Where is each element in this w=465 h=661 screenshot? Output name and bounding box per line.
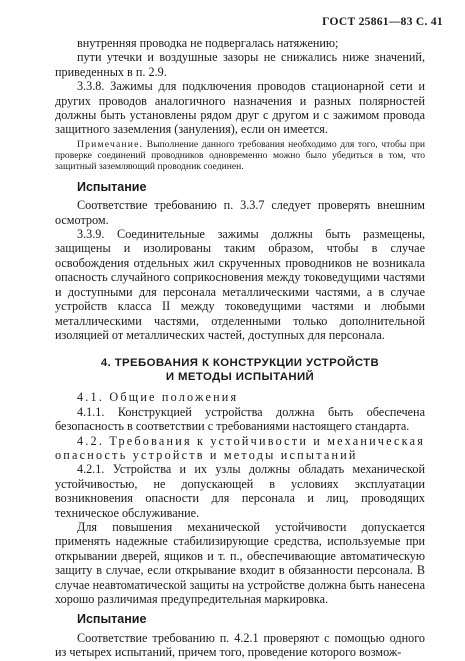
page-body <box>55 36 425 660</box>
subsection-4-1: 4.1. Общие положения <box>77 390 239 405</box>
section-heading <box>55 356 425 384</box>
note-text: Выполнение данного требования необходимо для того, чтобы при проверке соединений проводников одновременно можно было убедиться в том, что защитный заземляющий проводник соединен. <box>55 138 425 172</box>
paragraph-3-3-8: 3.3.8. Зажимы для подключения проводов стационарной сети и других проводов аналогичного назначения и разных полярностей должны быть установлены рядом друг с другом и с зажимом провода защитного заземления (зануления), если он имеется. <box>55 79 425 137</box>
note-label: Примечание. <box>77 138 144 150</box>
section-heading-line-1: 4. ТРЕБОВАНИЯ К КОНСТРУКЦИИ УСТРОЙСТВ <box>100 357 380 370</box>
note <box>55 139 425 172</box>
paragraph: Соответствие требованию п. 4.2.1 проверяют с помощью одного из четырех испытаний, причем того, проведение которого возмож- <box>55 630 425 660</box>
paragraph: пути утечки и воздушные зазоры не снижались ниже значений, приведенных в п. 2.9. <box>55 50 425 79</box>
paragraph: Для повышения механической устойчивости допускается применять надежные стабилизирующие средства, используемые при открывании дверей, ящиков и т. п., обеспечивающие автоматическую защиту в случае, если открывание входит в обязанности персонала. В случае неавтоматической защиты на устройстве должна быть нанесена хорошо различимая предупредительная маркировка. <box>55 519 425 606</box>
subsection-4-2: 4.2. Требования к устойчивости и механическая опасность устройств и методы испытаний <box>55 433 426 462</box>
paragraph-4-2-1: 4.2.1. Устройства и их узлы должны обладать механической устойчивостью, не допускающей в условиях эксплуатации возникновения опасности для персонала и лиц, проводящих техническое обслуживание. <box>55 462 425 520</box>
page-header: ГОСТ 25861—83 С. 41 <box>322 16 443 28</box>
subheading-test: Испытание <box>77 179 147 194</box>
section-heading-line-2: И МЕТОДЫ ИСПЫТАНИЙ <box>165 371 315 384</box>
subheading-test: Испытание <box>77 612 147 627</box>
paragraph: Соответствие требованию п. 3.3.7 следует проверять внешним осмотром. <box>55 198 425 227</box>
paragraph-3-3-9: 3.3.9. Соединительные зажимы должны быть размещены, защищены и изолированы таким образом, чтобы в случае освобождения отдельных жил скрученных проводников не возникала опасность случайного соприкосновения между токоведущими частями и доступными для персонала металлическими частями, а в случае устройств класса II между токоведущими частями и любыми металлическими частями, отделенными только дополнительной изоляцией от металлических частей, доступных для персонала. <box>55 227 425 342</box>
paragraph: внутренняя проводка не подвергалась натяжению; <box>77 36 339 50</box>
paragraph-4-1-1: 4.1.1. Конструкцией устройства должна быть обеспечена безопасность в соответствии с требованиями настоящего стандарта. <box>55 404 425 434</box>
